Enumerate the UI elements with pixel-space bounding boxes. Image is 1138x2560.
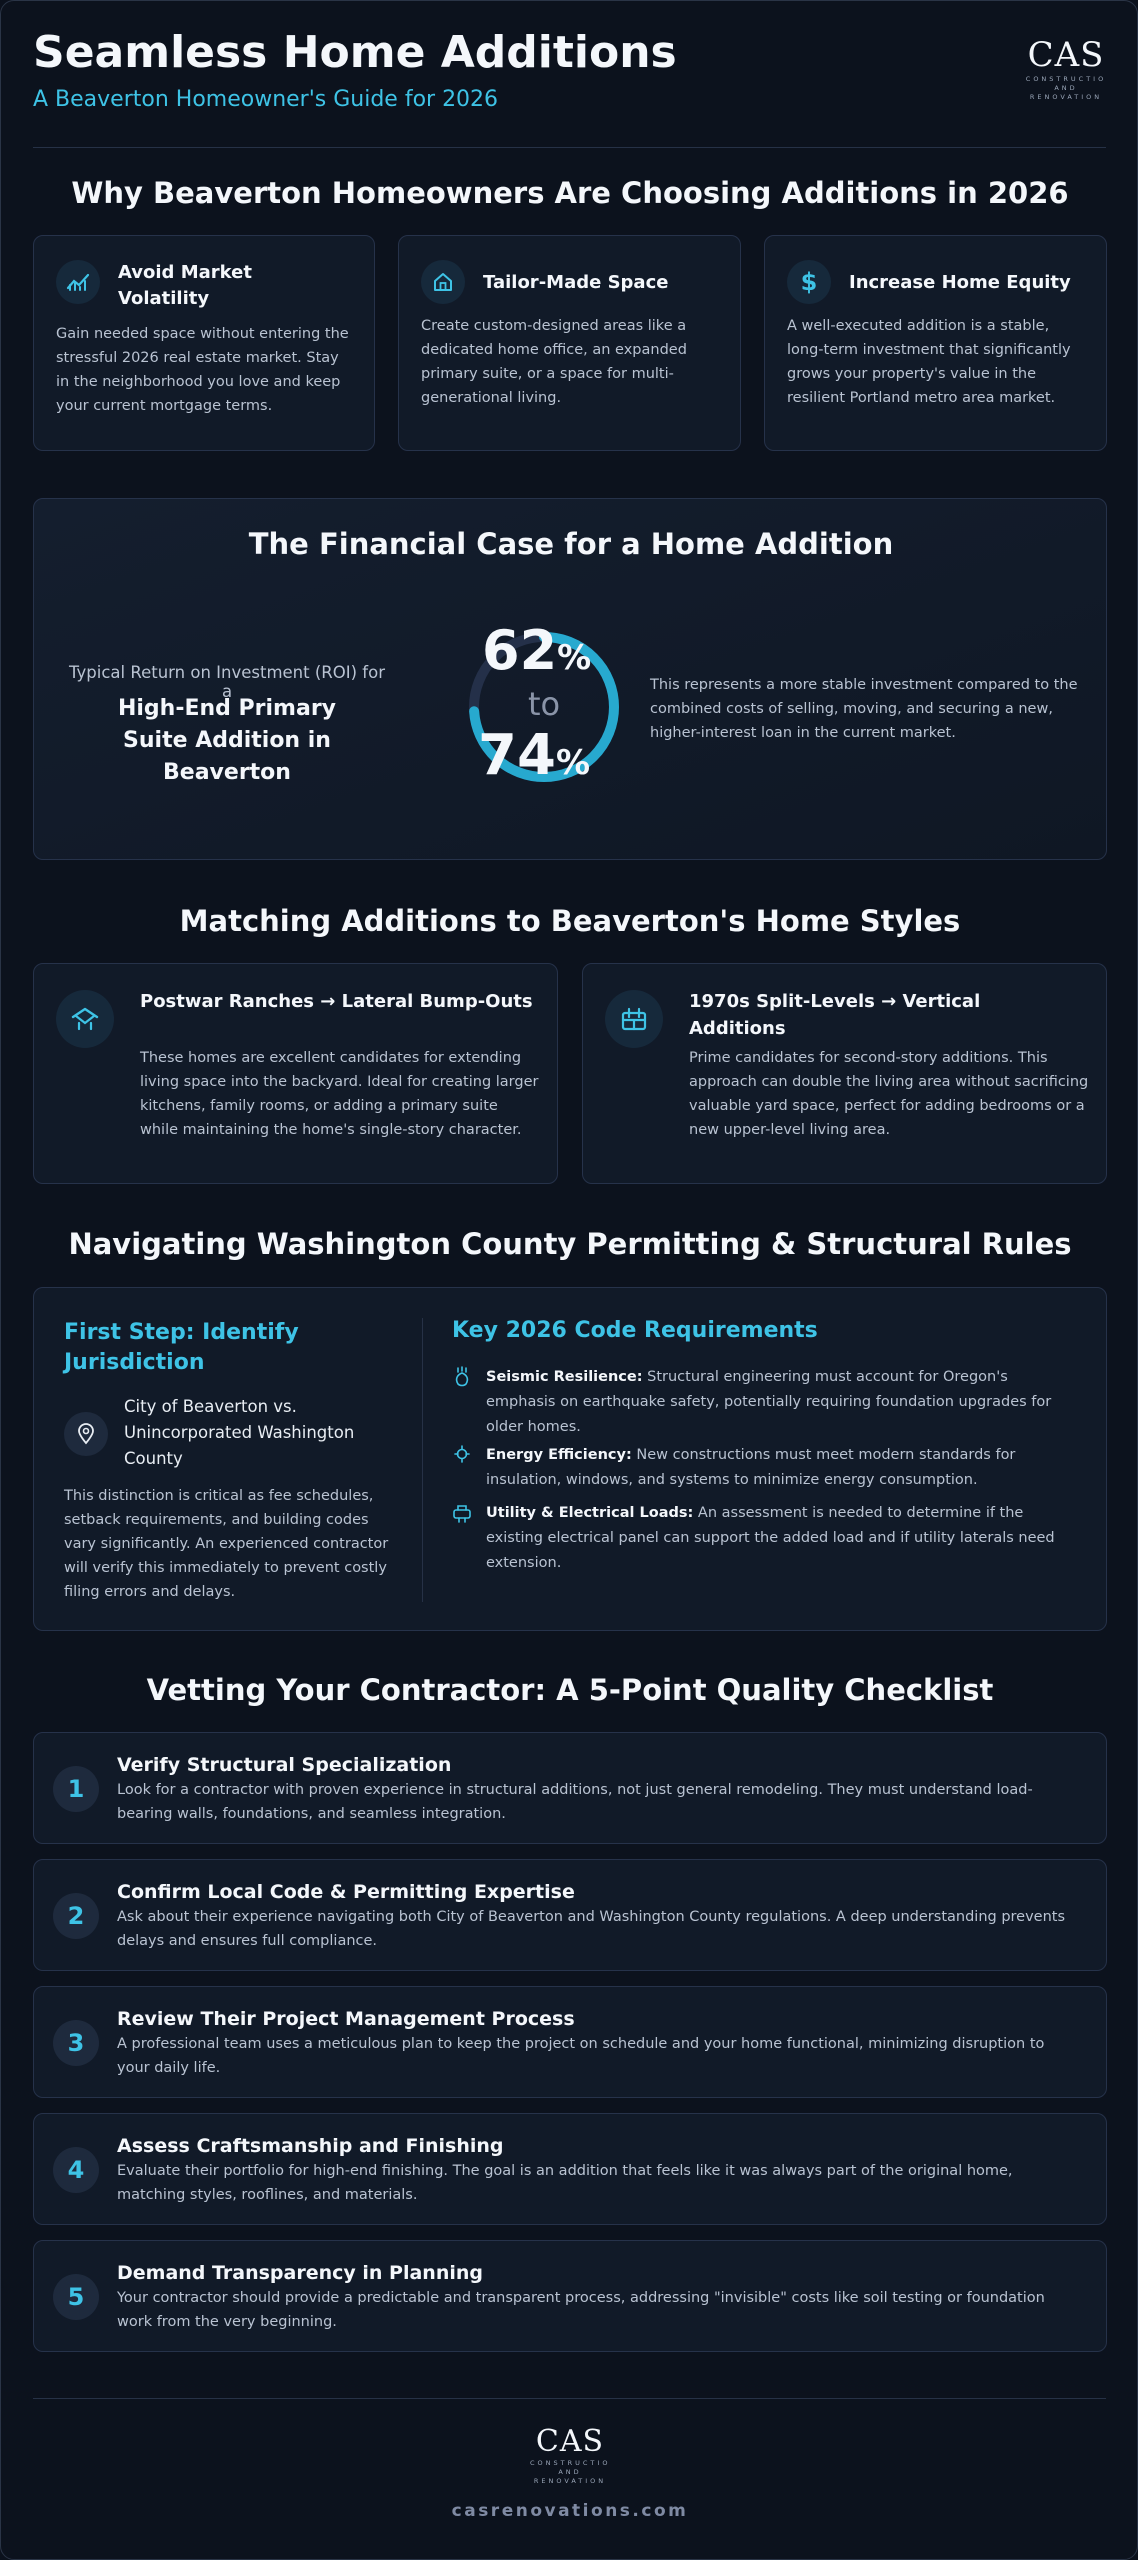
permitting-panel <box>33 1287 1107 1631</box>
requirement-seismic <box>486 1365 1066 1440</box>
permitting-divider <box>422 1318 423 1602</box>
checklist-number-1: 1 <box>53 1766 99 1812</box>
roi-low-percent: % <box>557 638 592 678</box>
requirement-energy <box>486 1443 1066 1493</box>
why-card-1-desc: Gain needed space without entering the stressful 2026 real estate market. Stay in the neighborhood you love and keep your current mortgage terms. <box>56 326 349 414</box>
checklist-desc-5: Your contractor should provide a predictable and transparent process, addressing "invisible" costs like soil testing or foundation work from the very beginning. <box>117 2290 1045 2330</box>
footer-logo-subtitle-2: AND <box>558 2468 582 2476</box>
checklist-number-5: 5 <box>53 2274 99 2320</box>
why-card-2-title: Tailor-Made Space <box>483 272 669 293</box>
requirement-energy-text: New constructions must meet modern standards for insulation, windows, and systems to minimize energy consumption. <box>486 1447 1016 1488</box>
electrical-icon <box>452 1503 472 1525</box>
checklist-section-title: Vetting Your Contractor: A 5-Point Quality Checklist <box>146 1673 994 1707</box>
footer-logo-subtitle-3: RENOVATION <box>533 2477 607 2485</box>
roi-high-number: 74 <box>478 723 556 788</box>
style-card-1-desc: These homes are excellent candidates for extending living space into the backyard. Ideal for creating larger kitchens, family rooms, or adding a primary suite while maintaining the home's single-story character. <box>140 1050 539 1138</box>
checklist-desc-3: A professional team uses a meticulous plan to keep the project on schedule and your home functional, minimizing disruption to your daily life. <box>117 2036 1045 2076</box>
requirement-seismic-text: Structural engineering must account for Oregon's emphasis on earthquake safety, potentially requiring foundation upgrades for older homes. <box>486 1369 1052 1435</box>
footer-logo <box>530 2425 610 2486</box>
why-card-3 <box>764 235 1107 451</box>
requirement-electrical-text: An assessment is needed to determine if the existing electrical panel can support the added load and if utility laterals need extension. <box>486 1505 1055 1571</box>
financial-note: This represents a more stable investment compared to the combined costs of selling, moving, and securing a new, higher-interest loan in the current market. <box>650 677 1078 741</box>
checklist-title-1: Verify Structural Specialization <box>117 1754 452 1776</box>
jurisdiction-desc: This distinction is critical as fee schedules, setback requirements, and building codes vary significantly. An experienced contractor will verify this immediately to prevent costly filing errors and delays. <box>64 1488 389 1600</box>
logo-subtitle-2: AND <box>1054 84 1078 92</box>
header-logo <box>1021 35 1111 102</box>
checklist-number-4: 4 <box>53 2147 99 2193</box>
header-divider <box>33 147 1106 148</box>
roi-gauge <box>464 619 624 788</box>
location-pin-icon <box>64 1412 108 1456</box>
why-card-2-desc: Create custom-designed areas like a dedicated home office, an expanded primary suite, or a space for multi-generational living. <box>421 318 687 406</box>
roi-high-value <box>478 723 591 792</box>
logo-subtitle-1: CONSTRUCTIO <box>1025 75 1107 83</box>
jurisdiction-text: City of Beaverton vs. Unincorporated Washington County <box>124 1397 355 1468</box>
financial-panel <box>33 498 1107 860</box>
roi-low-number: 62 <box>482 619 558 682</box>
page-title: Seamless Home Additions <box>33 27 677 78</box>
footer-logo-subtitle-1: CONSTRUCTIO <box>530 2459 611 2467</box>
roi-label: Typical Return on Investment (ROI) for a <box>69 663 385 701</box>
styles-section-title: Matching Additions to Beaverton's Home Styles <box>179 904 961 938</box>
energy-icon <box>452 1444 472 1464</box>
requirement-electrical-label: Utility & Electrical Loads: <box>486 1505 694 1521</box>
checklist-desc-4: Evaluate their portfolio for high-end finishing. The goal is an addition that feels like it was always part of the original home, matching styles, rooflines, and materials. <box>117 2163 1013 2203</box>
trend-chart-icon <box>56 260 100 304</box>
jurisdiction-title: First Step: Identify Jurisdiction <box>64 1320 299 1375</box>
why-card-3-title: Increase Home Equity <box>849 272 1071 293</box>
style-card-1 <box>33 963 558 1184</box>
style-card-2 <box>582 963 1107 1184</box>
ranch-house-icon <box>56 990 114 1048</box>
permitting-section-title: Navigating Washington County Permitting & Structural Rules <box>68 1227 1072 1261</box>
footer-website-link[interactable]: casrenovations.com <box>451 2501 689 2521</box>
style-card-2-title: 1970s Split-Levels → Vertical Additions <box>689 991 981 1039</box>
why-card-1 <box>33 235 375 451</box>
checklist-title-4: Assess Craftsmanship and Finishing <box>117 2135 504 2157</box>
page-subtitle: A Beaverton Homeowner's Guide for 2026 <box>33 87 499 112</box>
checklist-desc-2: Ask about their experience navigating both City of Beaverton and Washington County regulations. A deep understanding prevents delays and ensures full compliance. <box>117 1909 1066 1949</box>
style-card-2-desc: Prime candidates for second-story additions. This approach can double the living area without sacrificing valuable yard space, perfect for adding bedrooms or a new upper-level living area. <box>689 1050 1089 1138</box>
checklist-desc-1: Look for a contractor with proven experience in structural additions, not just general remodeling. They must understand load-bearing walls, foundations, and seamless integration. <box>117 1782 1033 1822</box>
checklist-title-5: Demand Transparency in Planning <box>117 2262 483 2284</box>
roi-high-percent: % <box>555 743 591 783</box>
roi-subject: High-End Primary Suite Addition in Beaverton <box>117 696 337 785</box>
roi-to: to <box>527 685 561 723</box>
why-card-2 <box>398 235 741 451</box>
footer-logo-wordmark: CAS <box>535 2424 605 2459</box>
why-section-title: Why Beaverton Homeowners Are Choosing Additions in 2026 <box>71 176 1069 210</box>
style-card-1-title: Postwar Ranches → Lateral Bump-Outs <box>140 991 533 1012</box>
checklist-number-3: 3 <box>53 2020 99 2066</box>
requirement-seismic-label: Seismic Resilience: <box>486 1369 643 1385</box>
roi-low-value <box>482 619 592 686</box>
multi-level-house-icon <box>605 990 663 1048</box>
seismic-icon <box>452 1366 472 1388</box>
checklist-title-2: Confirm Local Code & Permitting Expertise <box>117 1881 575 1903</box>
footer-divider <box>33 2398 1106 2399</box>
why-card-1-title: Avoid Market Volatility <box>118 262 252 309</box>
logo-wordmark: CAS <box>1027 35 1105 75</box>
checklist-title-3: Review Their Project Management Process <box>117 2008 575 2030</box>
requirement-energy-label: Energy Efficiency: <box>486 1447 632 1463</box>
requirement-electrical <box>486 1501 1066 1576</box>
dollar-icon: $ <box>787 260 831 304</box>
checklist-number-2: 2 <box>53 1893 99 1939</box>
house-icon <box>421 260 465 304</box>
logo-subtitle-3: RENOVATION <box>1029 93 1103 101</box>
requirements-title: Key 2026 Code Requirements <box>452 1318 818 1343</box>
why-card-3-desc: A well-executed addition is a stable, long-term investment that significantly grows your property's value in the resilient Portland metro area market. <box>787 318 1071 406</box>
financial-title: The Financial Case for a Home Addition <box>248 527 894 561</box>
